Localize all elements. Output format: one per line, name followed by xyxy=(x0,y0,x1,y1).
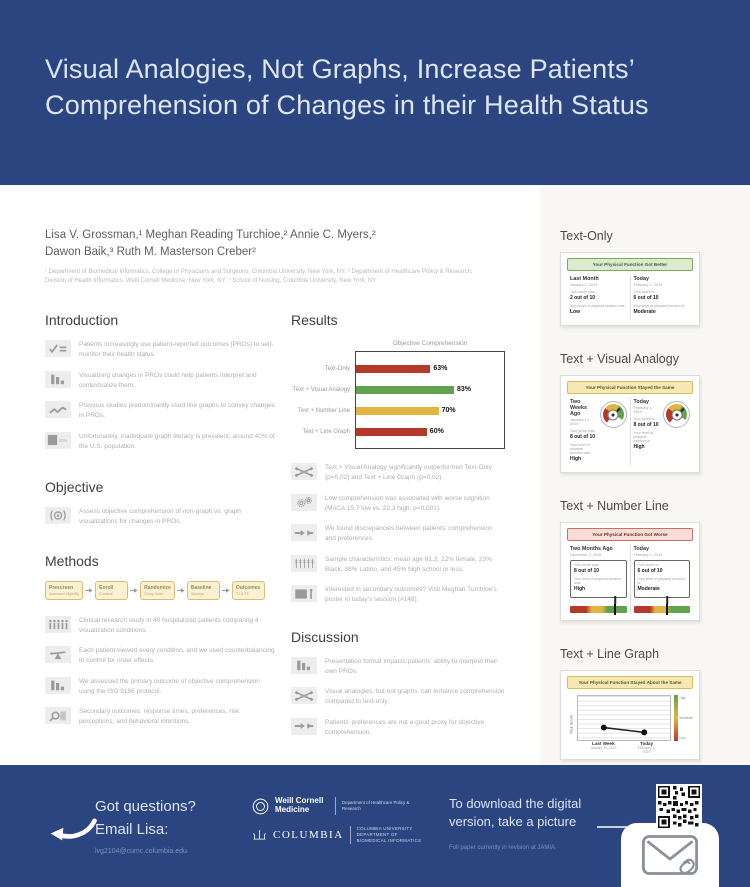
flow-arrow-icon xyxy=(177,587,185,594)
weill-cornell-logo: Weill Cornell Medicine Department of Healthcare Policy & Research xyxy=(252,797,427,815)
chart-value-label: 63% xyxy=(433,365,448,373)
results-bullet xyxy=(291,494,505,514)
results-bullet xyxy=(291,585,505,605)
methods-bullet xyxy=(45,616,275,636)
svg-text:40%: 40% xyxy=(58,438,68,444)
chart-category-labels xyxy=(291,351,355,449)
paper-status-note: Full paper currently in revision at JAMIA xyxy=(449,845,556,851)
flow-step-outcomes: Outcomes T1 & T2 xyxy=(232,581,265,600)
color-scale-legend: High Moderate Low xyxy=(674,695,693,741)
bullet-text: Visualizing changes in PROs could help patients interpret and contextualize them. xyxy=(79,371,257,389)
chart-category-label: Text + Line Graph xyxy=(302,428,350,435)
bullet-text: We assessed the primary outcome of objective comprehension using the ISO 9186 protocol. xyxy=(79,677,260,695)
callout-pointer xyxy=(667,596,669,604)
poster-footer xyxy=(0,765,750,887)
intro-bullet xyxy=(45,401,275,421)
bullet-text: Sample characteristics: mean age 61.3, 22% female, 23% Black, 38% Latino, and 45% high school or less. xyxy=(325,555,492,573)
section-heading: Introduction xyxy=(45,312,119,329)
section-introduction xyxy=(45,312,275,451)
section-discussion xyxy=(291,629,505,738)
bullet-text: Each patient viewed every condition, and we used counterbalancing to control for order effects. xyxy=(79,647,275,665)
magnifier-icon xyxy=(45,707,71,724)
chart-bar xyxy=(356,407,439,415)
poster-header xyxy=(0,0,750,185)
intro-bullet xyxy=(45,432,275,452)
section-heading: Objective xyxy=(45,479,104,496)
flow-step-baseline: Baseline Surveys xyxy=(187,581,220,600)
bullet-text: Unfortunately, inadequate graph literacy is prevalent, around 40% of the U.S. population. xyxy=(79,432,275,450)
card-column-left: Two Months Ago December 1, 2018 Your score was: 8 out of 10 Your level of physical function was: High xyxy=(567,545,630,614)
bullet-text: Assess objective comprehension of non-graph vs. graph visualizations for changes in PROs. xyxy=(79,508,241,526)
bullet-text: Interested in secondary outcomes? Visit Meghan Turchioe’s poster in today’s session (#148). xyxy=(325,586,497,604)
bullet-text: Text + Visual Analogy significantly outperformed Text-Only (p=0.02) and Text + Line Graph (p=0.02). xyxy=(325,464,492,482)
discussion-bullet xyxy=(291,687,505,707)
chart-plot-area xyxy=(355,351,505,449)
authors-block xyxy=(45,227,530,286)
bar-chart-icon xyxy=(45,371,71,388)
x-tick-label: Today February 1, 2019 xyxy=(637,741,656,754)
section-heading: Results xyxy=(291,312,338,329)
section-objective xyxy=(45,479,275,527)
graph-literacy-icon xyxy=(45,432,71,449)
bullet-text: Clinical research study in 40 hospitalized patients comparing 4 visualization conditions. xyxy=(79,616,259,634)
opposing-arrows-icon xyxy=(291,524,317,541)
results-bullet xyxy=(291,463,505,483)
section-methods xyxy=(45,553,275,727)
callout-pointer xyxy=(614,596,616,604)
cohort-icon xyxy=(45,616,71,633)
columbia-crown-icon xyxy=(252,829,267,841)
flow-arrow-icon xyxy=(222,587,230,594)
line-graph-card xyxy=(560,670,700,760)
gears-icon xyxy=(291,494,317,511)
chart-value-label: 60% xyxy=(429,428,444,436)
envelope-paperclip-icon xyxy=(641,834,699,876)
example-heading: Text + Line Graph xyxy=(560,647,660,661)
author-affiliations: ¹ Department of Biomedical Informatics, College of Physicians and Surgeons, Columbia University, New York, NY; ² Department of Healthcare Policy & Research, Division of Health Informatics, Weill Cornell Medicine, New York, NY; ³ School of Nursing, Columbia University, New York, NY xyxy=(45,269,473,285)
flow-step-prescreen: Prescreen Assessed eligibility xyxy=(45,581,83,600)
example-heading: Text-Only xyxy=(560,229,613,243)
chart-category-label: Text + Visual Analogy xyxy=(292,386,350,393)
main-content xyxy=(0,185,540,765)
contact-email: lvg2104@cumc.columbia.edu xyxy=(95,848,187,855)
columbia-logo: COLUMBIA COLUMBIA UNIVERSITY DEPARTMENT OF BIOMEDICAL INFORMATICS xyxy=(252,826,427,844)
card-banner: Your Physical Function Got Better xyxy=(567,258,693,271)
card-banner: Your Physical Function Stayed the Same xyxy=(567,381,693,394)
objective-bullet xyxy=(45,507,275,527)
trend-line-icon xyxy=(45,401,71,418)
author-names: Lisa V. Grossman,¹ Meghan Reading Turchioe,² Annie C. Myers,² Dawon Baik,³ Ruth M. Masterson Creber² xyxy=(45,229,376,258)
number-line-scale xyxy=(634,606,691,613)
card-column-right: Today February 1, 2019 Your score is: 6 out of 10 Your level of physical function is: Moderate xyxy=(631,545,694,614)
number-line-card xyxy=(560,522,700,621)
methods-bullet xyxy=(45,646,275,666)
bullet-text: Patients’ preferences are not a good proxy for objective comprehension. xyxy=(325,718,485,736)
contact-text: Got questions? Email Lisa: xyxy=(95,798,196,839)
bar-chart-icon xyxy=(45,677,71,694)
target-icon xyxy=(45,507,71,524)
methods-bullet xyxy=(45,677,275,697)
chart-value-label: 70% xyxy=(441,407,456,415)
chart-bar xyxy=(356,365,430,373)
results-bar-chart xyxy=(291,340,505,449)
card-column-left: Last Month January 2, 2019 Your score was: 2 out of 10 Your level of physical function was: Low xyxy=(570,276,626,315)
number-line-scale xyxy=(570,606,627,613)
bullet-text: Secondary outcomes: response times, preferences, risk perceptions, and behavioral intentions. xyxy=(79,708,240,726)
poster-icon xyxy=(291,585,317,602)
intro-bullet xyxy=(45,371,275,391)
section-heading: Methods xyxy=(45,552,99,569)
poster-title: Visual Analogies, Not Graphs, Increase Patients’ Comprehension of Changes in their Health Status xyxy=(45,54,649,120)
results-bullet xyxy=(291,555,505,575)
checklist-icon xyxy=(45,340,71,357)
logo-divider xyxy=(350,826,351,844)
example-visual-analogy xyxy=(560,352,750,473)
bullet-text: We found discrepancies between patients’ comprehension and preferences. xyxy=(325,525,493,543)
example-text-only xyxy=(560,229,750,326)
institution-logos xyxy=(252,797,427,844)
bowtie-icon xyxy=(291,463,317,480)
visual-analogy-card xyxy=(560,375,700,473)
example-heading: Text + Visual Analogy xyxy=(560,352,679,366)
score-callout: Your score was: 8 out of 10 Your level of physical function was: High xyxy=(570,560,627,598)
chart-bar-row xyxy=(356,358,502,379)
x-tick-label: Last Week January 25, 2019 xyxy=(590,741,617,750)
sample-icon xyxy=(291,555,317,572)
color-gradient-bar xyxy=(674,695,678,741)
flow-arrow-icon xyxy=(85,587,93,594)
example-number-line xyxy=(560,499,750,621)
bullet-text: Low comprehension was associated with worse cognition (MoCA 15.7 low vs. 22.3 high, p<0.001). xyxy=(325,494,490,512)
chart-bar-row xyxy=(356,400,502,421)
flow-step-enroll: Enroll Consent xyxy=(95,581,128,600)
number-line-marker xyxy=(666,604,668,615)
chart-value-label: 83% xyxy=(456,386,471,394)
intro-bullet xyxy=(45,340,275,360)
chart-bar-row xyxy=(356,421,502,442)
card-column-right: Today February 1, 2019 Your score is: 6 out of 10 Your level of physical function is: Moderate xyxy=(633,276,686,315)
opposing-arrows-icon xyxy=(291,718,317,735)
gauge-icon xyxy=(600,401,627,428)
example-heading: Text + Number Line xyxy=(560,499,669,513)
discussion-bullet xyxy=(291,718,505,738)
wcm-seal-icon xyxy=(252,798,269,815)
card-banner: Your Physical Function Got Worse xyxy=(567,528,693,541)
methods-flow-diagram xyxy=(45,581,275,600)
download-text: To download the digital version, take a picture xyxy=(449,796,582,830)
qr-code xyxy=(656,784,702,835)
card-banner: Your Physical Function Stayed About the Same xyxy=(567,676,693,689)
section-heading: Discussion xyxy=(291,628,359,645)
card-column-left: Two Weeks Ago January 17, 2019 Your score was: 8 out of 10 Your level of physical function was: High xyxy=(567,398,630,466)
example-sidebar xyxy=(540,185,750,765)
chart-title: Objective Comprehension xyxy=(392,340,468,348)
results-bullet xyxy=(291,524,505,544)
chart-bar-row xyxy=(356,379,502,400)
bar-chart-icon xyxy=(291,657,317,674)
flow-arrow-icon xyxy=(130,587,138,594)
card-column-right: Today February 1, 2019 Your score is: 8 out of 10 Your level of physical function is: High xyxy=(631,398,694,466)
bullet-text: Patients increasingly use patient-reported outcomes (PROs) to self-monitor their health status. xyxy=(79,341,274,359)
chart-bar xyxy=(356,428,427,436)
bullet-text: Visual analogies, but not graphs, can enhance comprehension compared to text-only. xyxy=(325,688,505,706)
section-results xyxy=(291,312,505,605)
number-line-marker xyxy=(614,604,616,615)
flow-step-randomize: Randomize Group order xyxy=(140,581,175,600)
bullet-text: Previous studies predominantly used line graphs to convey changes in PROs. xyxy=(79,402,275,420)
text-only-card xyxy=(560,252,700,326)
balance-icon xyxy=(45,646,71,663)
chart-category-label: Text-Only xyxy=(324,365,350,372)
line-graph-plot xyxy=(577,695,671,741)
gauge-icon xyxy=(663,401,690,428)
y-axis-label: Your Score xyxy=(568,714,573,734)
chart-category-label: Text + Number Line xyxy=(297,407,350,414)
curved-arrow-icon xyxy=(46,817,98,848)
chart-bar xyxy=(356,386,454,394)
discussion-bullet xyxy=(291,657,505,677)
example-line-graph xyxy=(560,647,750,760)
methods-bullet xyxy=(45,707,275,727)
bowtie-icon xyxy=(291,687,317,704)
score-callout: Your score is: 6 out of 10 Your level of physical function is: Moderate xyxy=(634,560,691,598)
logo-divider xyxy=(335,797,336,815)
bullet-text: Presentation format impacts patients’ ability to interpret their own PROs. xyxy=(325,657,498,675)
